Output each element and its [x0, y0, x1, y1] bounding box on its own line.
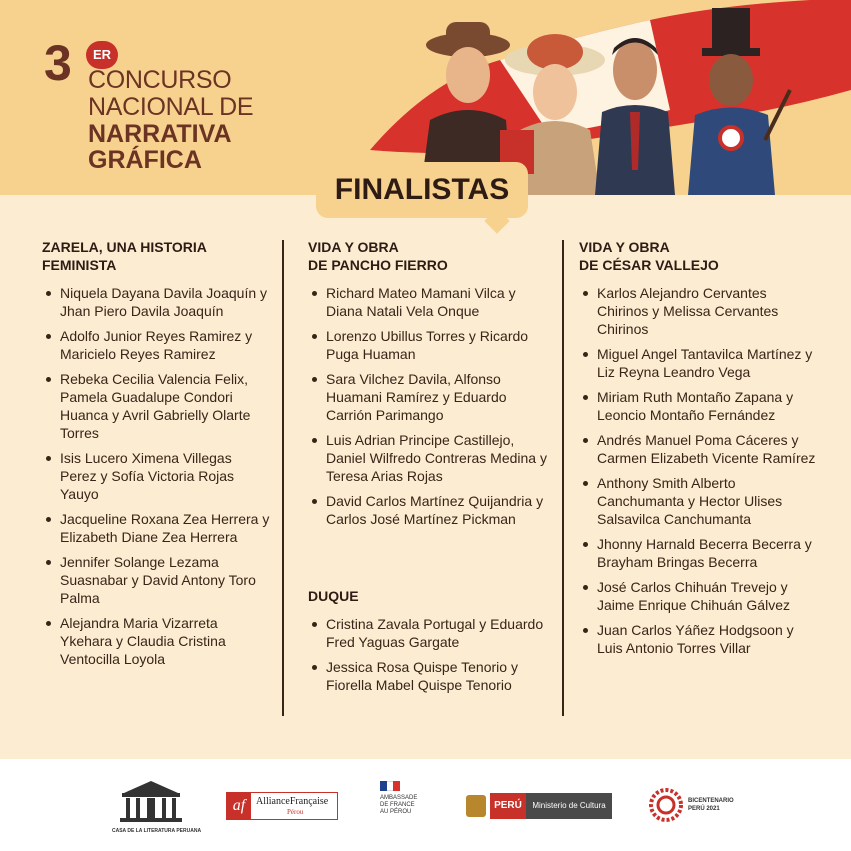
finalist-item — [42, 284, 272, 320]
finalist-item — [579, 578, 819, 614]
ambassade-line-2: DE FRANCE — [380, 802, 415, 808]
bullet-icon — [312, 499, 317, 504]
finalist-names: José Carlos Chihuán Trevejo y Jaime Enrique Chihuán Gálvez — [597, 579, 790, 613]
bullet-icon — [583, 352, 588, 357]
bullet-icon — [583, 628, 588, 633]
category-title-line: DE PANCHO FIERRO — [308, 257, 448, 273]
finalist-names: Miriam Ruth Montaño Zapana y Leoncio Montaño Fernández — [597, 389, 794, 423]
bullet-icon — [46, 621, 51, 626]
bullet-icon — [46, 334, 51, 339]
column-divider — [562, 240, 564, 716]
category-title-line: FEMINISTA — [42, 257, 117, 273]
finalist-list — [579, 284, 819, 657]
bicentenario-line-2: PERÚ 2021 — [688, 806, 720, 812]
finalist-item — [42, 449, 272, 503]
bicentenario-line-1: BICENTENARIO — [688, 798, 734, 804]
bicentenario-emblem-icon — [648, 787, 684, 823]
bullet-icon — [46, 517, 51, 522]
category-column-zarela — [42, 238, 272, 675]
edition-number: 3 — [44, 35, 72, 91]
spacer — [308, 535, 548, 587]
bullet-icon — [583, 542, 588, 547]
category-title-line: VIDA Y OBRA — [308, 239, 399, 255]
finalist-names: Anthony Smith Alberto Canchumanta y Hector Ulises Salsavilca Canchumanta — [597, 475, 783, 527]
category-title-duque: DUQUE — [308, 588, 359, 604]
title-line-2: NACIONAL DE — [88, 93, 254, 121]
peru-label: PERÚ — [490, 793, 526, 819]
finalist-item — [42, 553, 272, 607]
bicentenario-logo — [648, 787, 748, 827]
peru-coat-of-arms-icon — [466, 795, 486, 817]
finalist-names: Richard Mateo Mamani Vilca y Diana Natali Vela Onque — [326, 285, 516, 319]
finalist-names: Lorenzo Ubillus Torres y Ricardo Puga Huaman — [326, 328, 529, 362]
bullet-icon — [46, 456, 51, 461]
ambassade-line-1: AMBASSADE — [380, 795, 418, 801]
alliance-francaise-logo — [226, 792, 338, 820]
ambassade-france-logo — [380, 781, 430, 841]
finalist-names: Isis Lucero Ximena Villegas Perez y Sofía Victoria Rojas Yauyo — [60, 450, 235, 502]
finalist-names: Cristina Zavala Portugal y Eduardo Fred Yaguas Gargate — [326, 616, 544, 650]
alliance-name: AllianceFrançaise — [256, 796, 329, 807]
finalist-list — [42, 284, 272, 668]
finalist-names: Niquela Dayana Davila Joaquín y Jhan Piero Davila Joaquín — [60, 285, 268, 319]
building-icon — [112, 779, 190, 823]
category-title-line: ZARELA, UNA HISTORIA — [42, 239, 207, 255]
ministerio-cultura-logo — [466, 793, 612, 819]
finalist-names: Jacqueline Roxana Zea Herrera y Elizabeth Diane Zea Herrera — [60, 511, 270, 545]
af-monogram-icon: af — [227, 793, 251, 819]
finalist-list — [308, 615, 548, 694]
ambassade-line-3: AU PÉROU — [380, 809, 412, 815]
finalist-names: Jennifer Solange Lezama Suasnabar y David Antony Toro Palma — [60, 554, 256, 606]
alliance-city: Pérou — [287, 808, 304, 816]
finalist-item — [42, 327, 272, 363]
ministerio-label: Ministerio de Cultura — [526, 793, 612, 819]
bullet-icon — [46, 377, 51, 382]
finalist-names: Juan Carlos Yáñez Hodgsoon y Luis Antonio Torres Villar — [597, 622, 794, 656]
finalist-item — [579, 431, 819, 467]
bullet-icon — [312, 334, 317, 339]
finalist-names: Adolfo Junior Reyes Ramirez y Maricielo Reyes Ramirez — [60, 328, 253, 362]
finalist-item — [308, 615, 548, 651]
category-title-line: VIDA Y OBRA — [579, 239, 670, 255]
title-line-1: CONCURSO — [88, 66, 232, 94]
bullet-icon — [312, 622, 317, 627]
finalist-item — [308, 327, 548, 363]
bullet-icon — [583, 291, 588, 296]
finalistas-label: FINALISTAS — [334, 173, 510, 206]
casa-literatura-label: CASA DE LA LITERATURA PERUANA — [112, 828, 202, 834]
bullet-icon — [583, 438, 588, 443]
bullet-icon — [312, 665, 317, 670]
finalist-item — [579, 621, 819, 657]
finalist-item — [579, 474, 819, 528]
bullet-icon — [583, 585, 588, 590]
finalist-names: Jessica Rosa Quispe Tenorio y Fiorella Mabel Quispe Tenorio — [326, 659, 518, 693]
finalist-item — [579, 345, 819, 381]
finalist-item — [308, 370, 548, 424]
finalist-names: Jhonny Harnald Becerra Becerra y Brayham Bringas Becerra — [597, 536, 812, 570]
finalist-item — [42, 614, 272, 668]
edition-ordinal-badge: ER — [86, 41, 118, 69]
finalist-names: Miguel Angel Tantavilca Martínez y Liz Reyna Leandro Vega — [597, 346, 813, 380]
category-title — [579, 238, 819, 274]
finalist-item — [579, 284, 819, 338]
finalistas-heading — [316, 162, 528, 218]
column-divider — [282, 240, 284, 716]
category-title — [308, 238, 548, 274]
title-line-4: GRÁFICA — [88, 146, 202, 174]
finalist-list — [308, 284, 548, 528]
category-column-pancho-fierro — [308, 238, 548, 701]
finalist-item — [579, 388, 819, 424]
finalist-names: Alejandra Maria Vizarreta Ykehara y Claudia Cristina Ventocilla Loyola — [60, 615, 226, 667]
bullet-icon — [583, 481, 588, 486]
finalist-names: David Carlos Martínez Quijandria y Carlos José Martínez Pickman — [326, 493, 544, 527]
category-title-line: DE CÉSAR VALLEJO — [579, 257, 719, 273]
french-flag-icon — [380, 781, 400, 791]
bullet-icon — [46, 291, 51, 296]
category-column-cesar-vallejo — [579, 238, 819, 664]
speech-bubble-tail — [484, 208, 509, 233]
finalist-item — [308, 658, 548, 694]
bullet-icon — [583, 395, 588, 400]
bullet-icon — [46, 560, 51, 565]
finalist-names: Rebeka Cecilia Valencia Felix, Pamela Guadalupe Condori Huanca y Avril Gabrielly Olarte Torres — [60, 371, 251, 441]
finalist-item — [42, 370, 272, 442]
finalist-names: Karlos Alejandro Cervantes Chirinos y Melissa Cervantes Chirinos — [597, 285, 779, 337]
finalist-item — [579, 535, 819, 571]
finalist-names: Luis Adrian Principe Castillejo, Daniel Wilfredo Contreras Medina y Teresa Arias Rojas — [326, 432, 547, 484]
bullet-icon — [312, 438, 317, 443]
title-line-3: NARRATIVA — [88, 120, 232, 148]
bullet-icon — [312, 377, 317, 382]
finalist-item — [308, 492, 548, 528]
finalist-item — [308, 284, 548, 320]
finalist-names: Sara Vilchez Davila, Alfonso Huamani Ramírez y Eduardo Carrión Parimango — [326, 371, 507, 423]
sponsor-footer — [0, 759, 851, 851]
casa-literatura-logo — [112, 779, 202, 834]
category-title — [42, 238, 272, 274]
finalist-item — [308, 431, 548, 485]
bullet-icon — [312, 291, 317, 296]
finalist-item — [42, 510, 272, 546]
finalist-names: Andrés Manuel Poma Cáceres y Carmen Elizabeth Vicente Ramírez — [597, 432, 816, 466]
